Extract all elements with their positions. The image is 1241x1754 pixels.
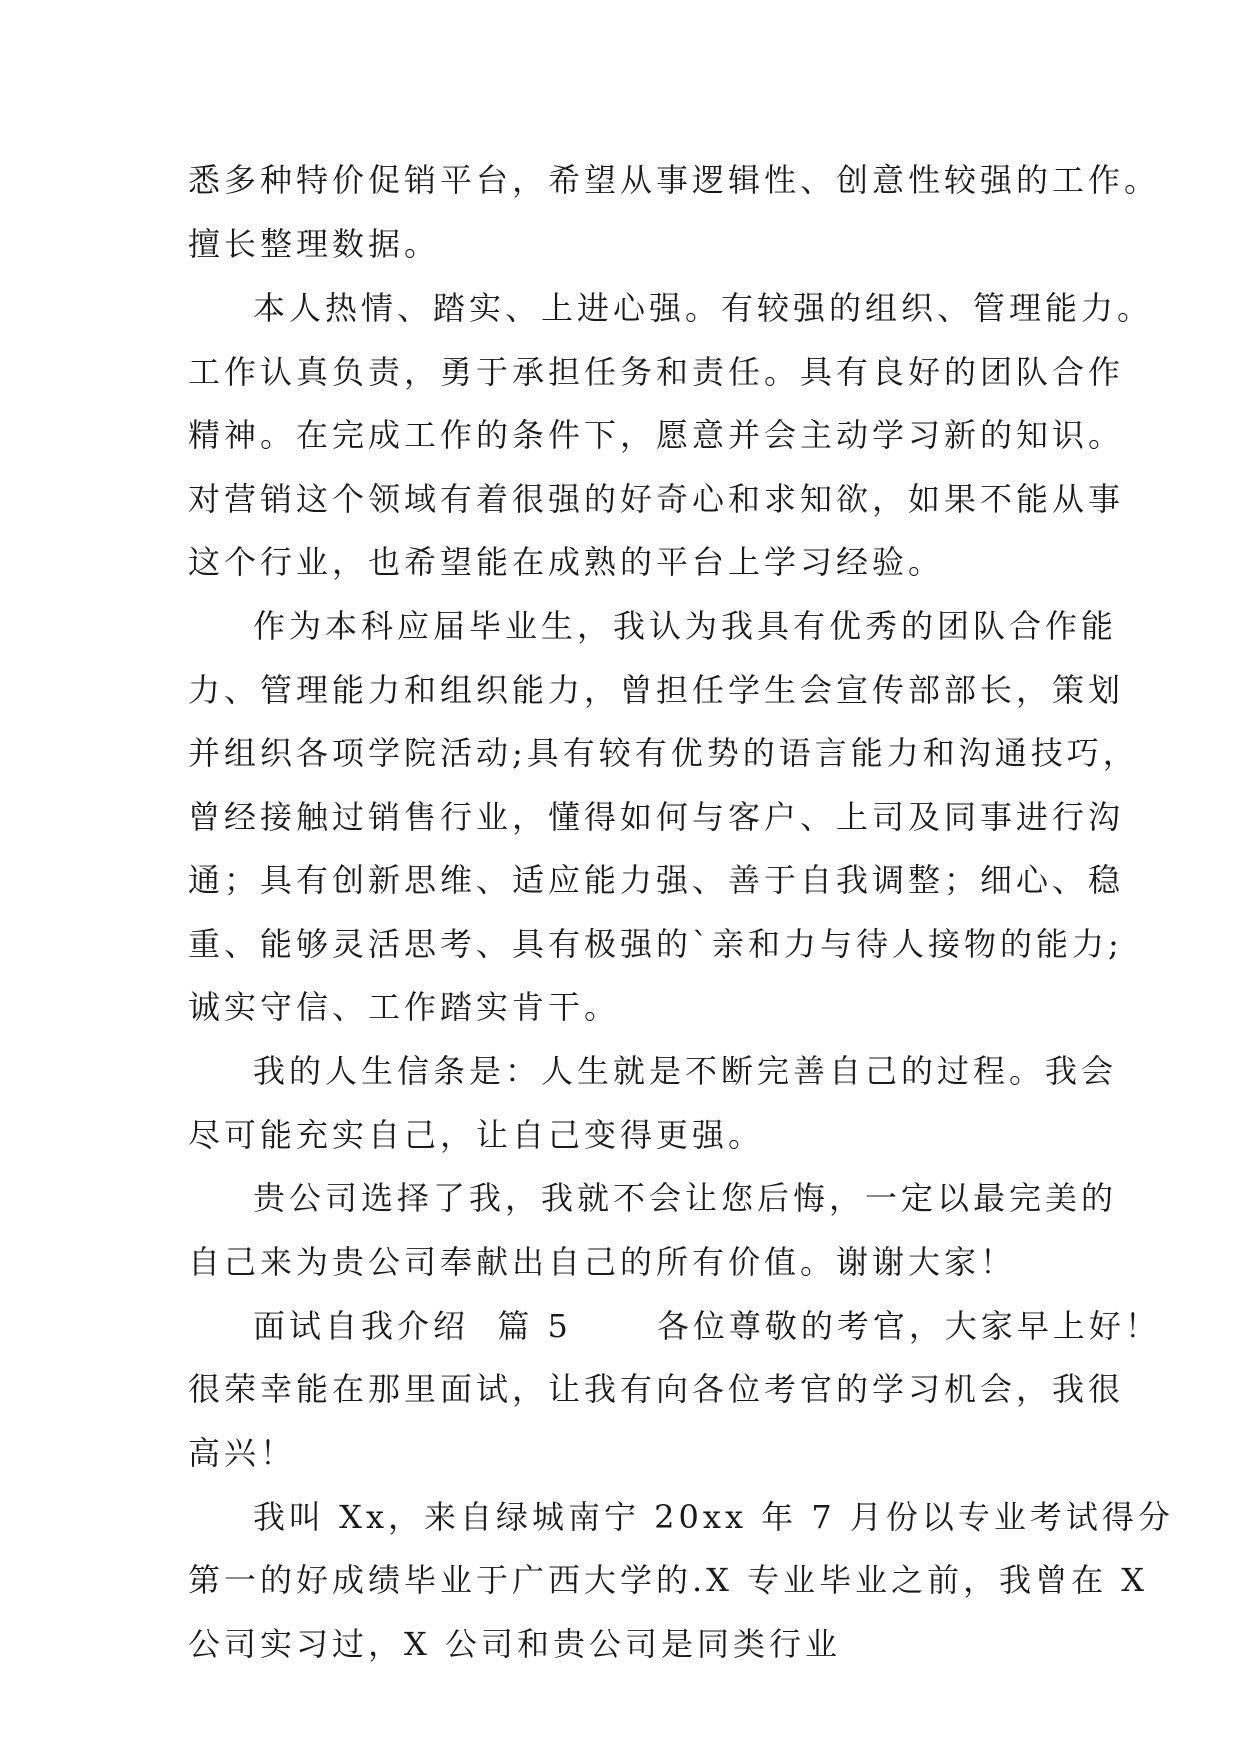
text-line: 悉多种特价促销平台，希望从事逻辑性、创意性较强的工作。 xyxy=(188,161,1161,199)
text-line: 自己来为贵公司奉献出自己的所有价值。谢谢大家！ xyxy=(188,1243,1017,1281)
text-line: 重、能够灵活思考、具有极强的`亲和力与待人接物的能力; xyxy=(188,925,1123,963)
text-line: 并组织各项学院活动;具有较有优势的语言能力和沟通技巧， xyxy=(188,734,1139,772)
section-heading-line: 面试自我介绍 篇 5 各位尊敬的考官，大家早上好！ xyxy=(253,1307,1161,1345)
text-line: 曾经接触过销售行业，懂得如何与客户、上司及同事进行沟 xyxy=(188,798,1125,836)
paragraph-start-line: 作为本科应届毕业生，我认为我具有优秀的团队合作能 xyxy=(253,607,1118,645)
text-line: 尽可能充实自己，让自己变得更强。 xyxy=(188,1116,765,1154)
text-line: 工作认真负责，勇于承担任务和责任。具有良好的团队合作 xyxy=(188,353,1125,391)
text-line: 公司实习过，X 公司和贵公司是同类行业 xyxy=(188,1625,841,1663)
text-line: 对营销这个领域有着很强的好奇心和求知欲，如果不能从事 xyxy=(188,480,1125,518)
paragraph-start-line: 本人热情、踏实、上进心强。有较强的组织、管理能力。 xyxy=(253,289,1154,327)
paragraph-start-line: 贵公司选择了我，我就不会让您后悔，一定以最完美的 xyxy=(253,1179,1118,1217)
paragraph-start-line: 我叫 Xx，来自绿城南宁 20xx 年 7 月份以专业考试得分 xyxy=(253,1498,1174,1536)
text-line: 精神。在完成工作的条件下，愿意并会主动学习新的知识。 xyxy=(188,416,1125,454)
text-line: 通；具有创新思维、适应能力强、善于自我调整；细心、稳 xyxy=(188,861,1125,899)
text-line: 高兴！ xyxy=(188,1434,297,1472)
text-line: 第一的好成绩毕业于广西大学的.X 专业毕业之前，我曾在 X xyxy=(188,1561,1149,1599)
paragraph-start-line: 我的人生信条是：人生就是不断完善自己的过程。我会 xyxy=(253,1052,1118,1090)
text-line: 擅长整理数据。 xyxy=(188,225,441,263)
text-line: 力、管理能力和组织能力，曾担任学生会宣传部部长，策划 xyxy=(188,671,1125,709)
text-line: 诚实守信、工作踏实肯干。 xyxy=(188,988,621,1026)
text-line: 很荣幸能在那里面试，让我有向各位考官的学习机会，我很 xyxy=(188,1370,1125,1408)
text-line: 这个行业，也希望能在成熟的平台上学习经验。 xyxy=(188,543,945,581)
